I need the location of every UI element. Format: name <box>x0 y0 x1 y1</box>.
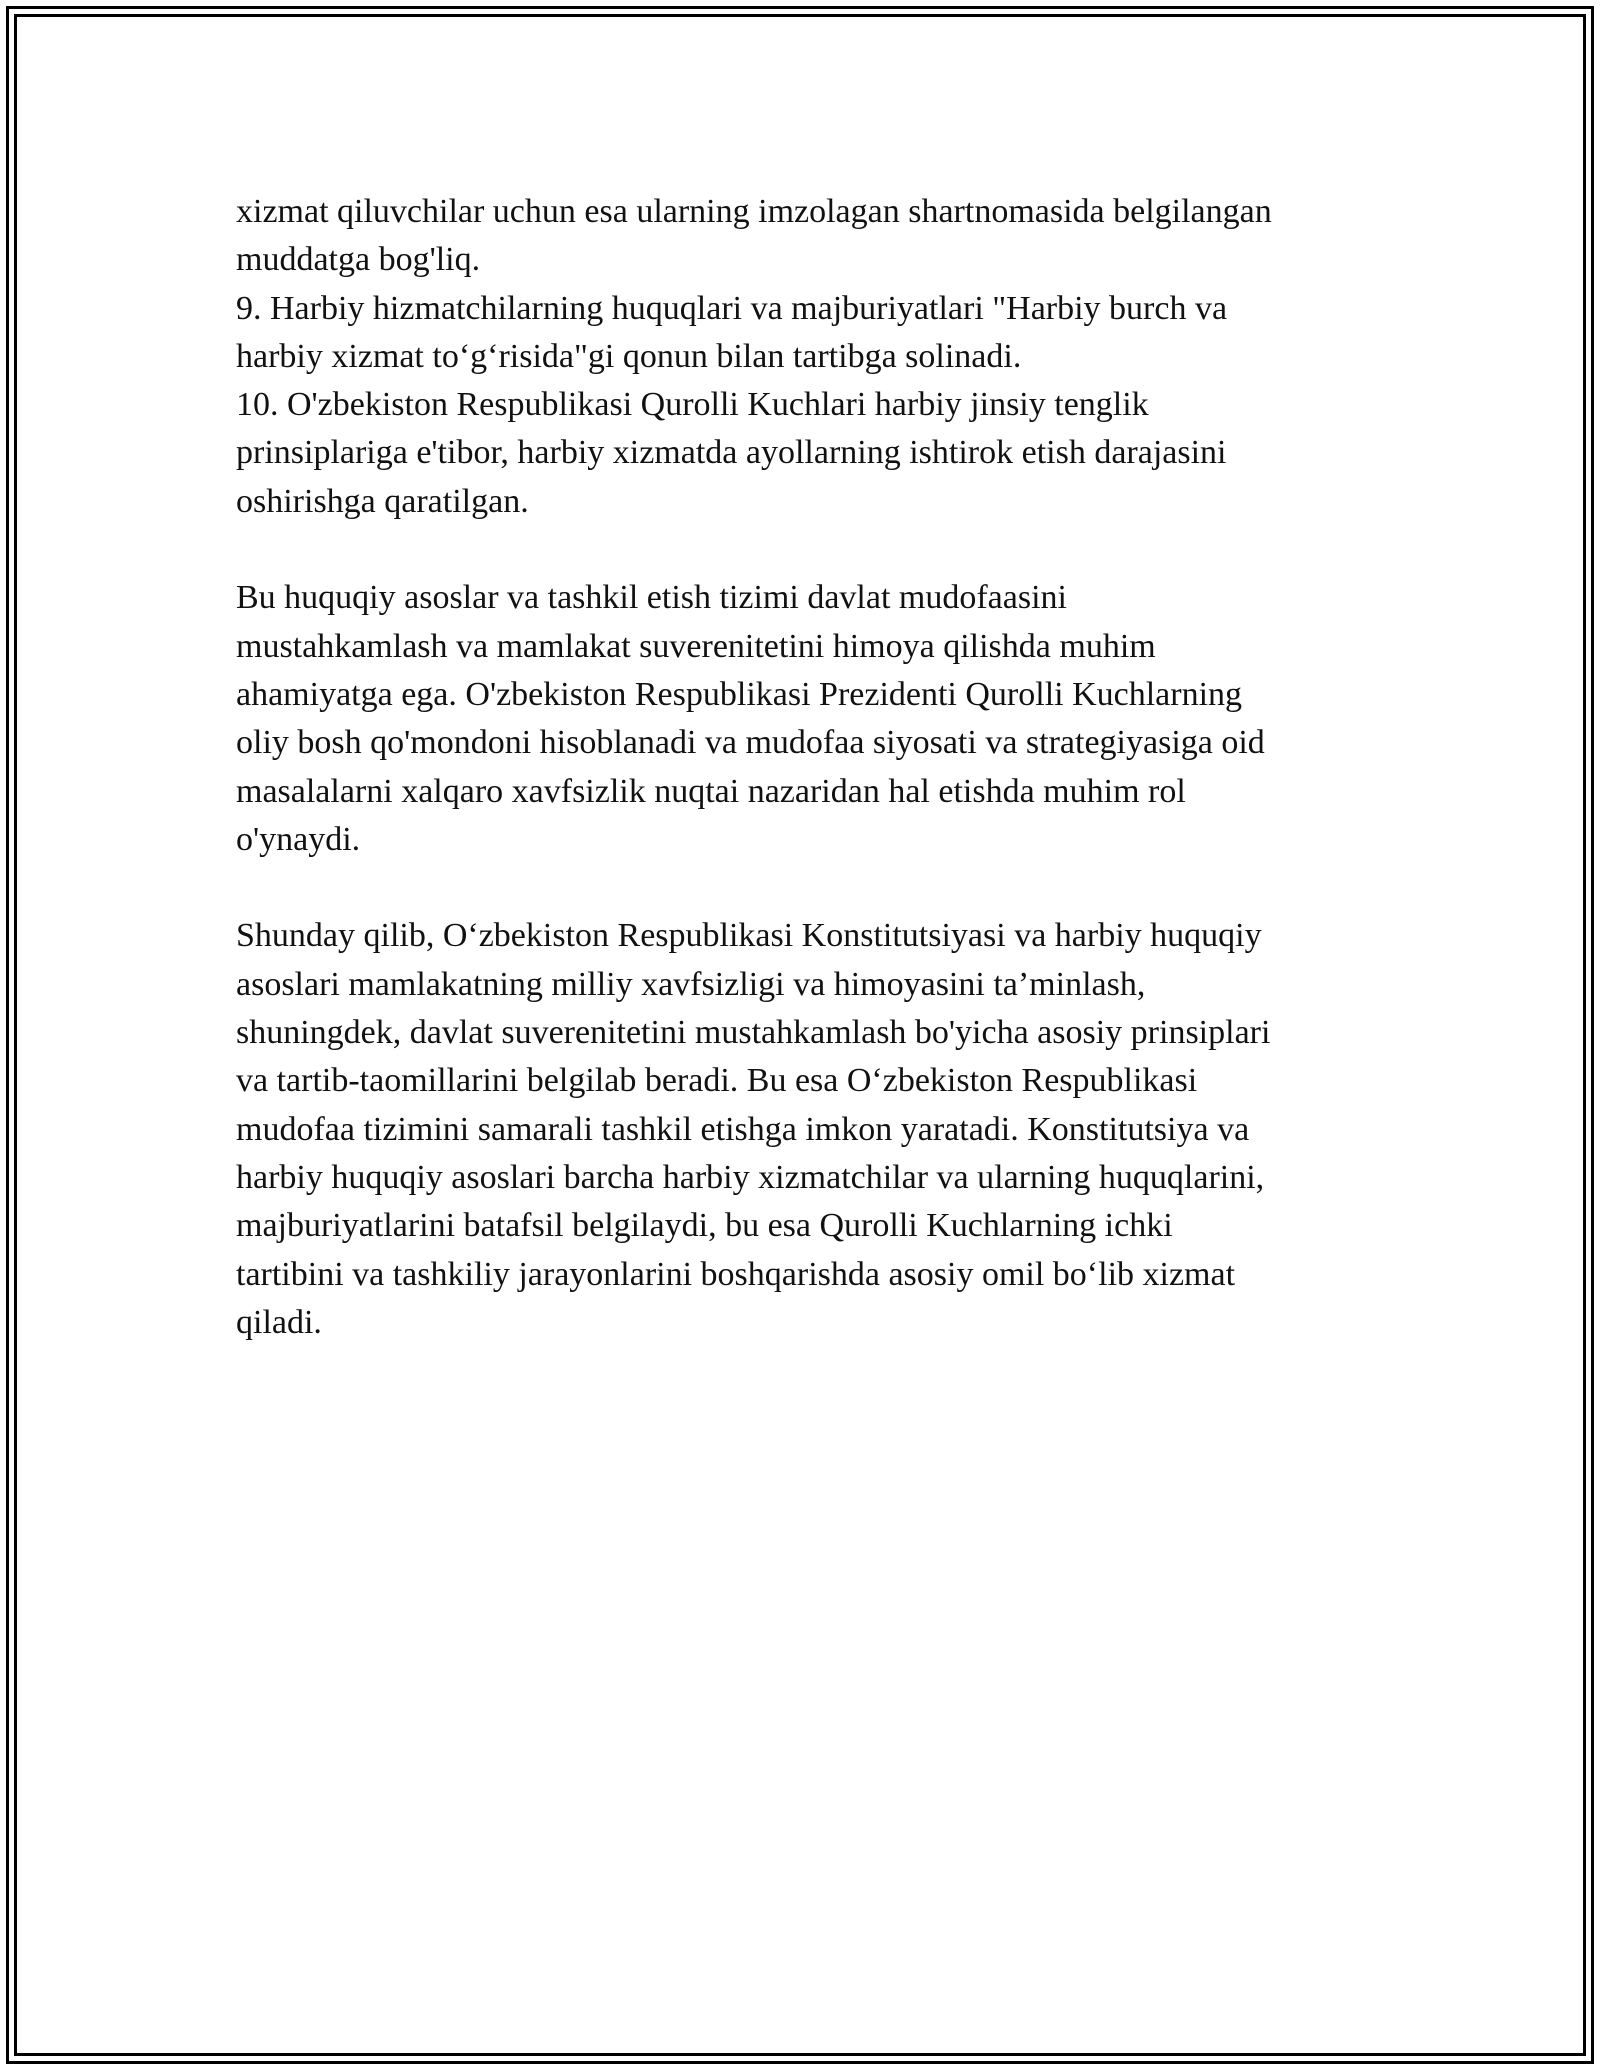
text-line: Shunday qilib, O‘zbekiston Respublikasi Konstitutsiyasi va harbiy huquqiy <box>236 917 1262 955</box>
text-line: qiladi. <box>236 1303 322 1341</box>
text-line: majburiyatlarini batafsil belgilaydi, bu esa Qurolli Kuchlarning ichki <box>236 1207 1173 1245</box>
text-line: 10. O'zbekiston Respublikasi Qurolli Kuchlari harbiy jinsiy tenglik <box>236 386 1149 424</box>
text-line: masalalarni xalqaro xavfsizlik nuqtai nazaridan hal etishda muhim rol <box>236 772 1186 810</box>
text-line: va tartib-taomillarini belgilab beradi. Bu esa O‘zbekiston Respublikasi <box>236 1062 1198 1100</box>
text-line: 9. Harbiy hizmatchilarning huquqlari va majburiyatlari "Harbiy burch va <box>236 289 1228 327</box>
paragraph-1 <box>236 188 1366 526</box>
paragraph-3 <box>236 912 1366 1347</box>
paragraph-spacer <box>236 864 1366 912</box>
text-line: xizmat qiluvchilar uchun esa ularning imzolagan shartnomasida belgilangan <box>236 193 1272 230</box>
text-line: asoslari mamlakatning milliy xavfsizligi va himoyasini ta’minlash, <box>236 965 1146 1003</box>
text-line: o'ynaydi. <box>236 820 361 858</box>
text-line: Bu huquqiy asoslar va tashkil etish tizimi davlat mudofaasini <box>236 579 1067 617</box>
text-line: oshirishga qaratilgan. <box>236 482 529 520</box>
document-body <box>236 188 1366 1347</box>
text-line: harbiy huquqiy asoslari barcha harbiy xizmatchilar va ularning huquqlarini, <box>236 1158 1265 1196</box>
text-line: harbiy xizmat to‘g‘risida"gi qonun bilan tartibga solinadi. <box>236 337 1022 375</box>
text-line: muddatga bog'liq. <box>236 241 481 279</box>
paragraph-spacer <box>236 526 1366 574</box>
text-line: shuningdek, davlat suverenitetini mustahkamlash bo'yicha asosiy prinsiplari <box>236 1014 1271 1052</box>
paragraph-2 <box>236 574 1366 864</box>
text-line: oliy bosh qo'mondoni hisoblanadi va mudofaa siyosati va strategiyasiga oid <box>236 724 1265 762</box>
text-line: tartibini va tashkiliy jarayonlarini boshqarishda asosiy omil bo‘lib xizmat <box>236 1255 1236 1293</box>
text-line: mustahkamlash va mamlakat suverenitetini himoya qilishda muhim <box>236 627 1156 665</box>
text-line: mudofaa tizimini samarali tashkil etishga imkon yaratadi. Konstitutsiya va <box>236 1110 1250 1148</box>
text-line: prinsiplariga e'tibor, harbiy xizmatda ayollarning ishtirok etish darajasini <box>236 434 1227 472</box>
text-line: ahamiyatga ega. O'zbekiston Respublikasi Prezidenti Qurolli Kuchlarning <box>236 675 1243 713</box>
